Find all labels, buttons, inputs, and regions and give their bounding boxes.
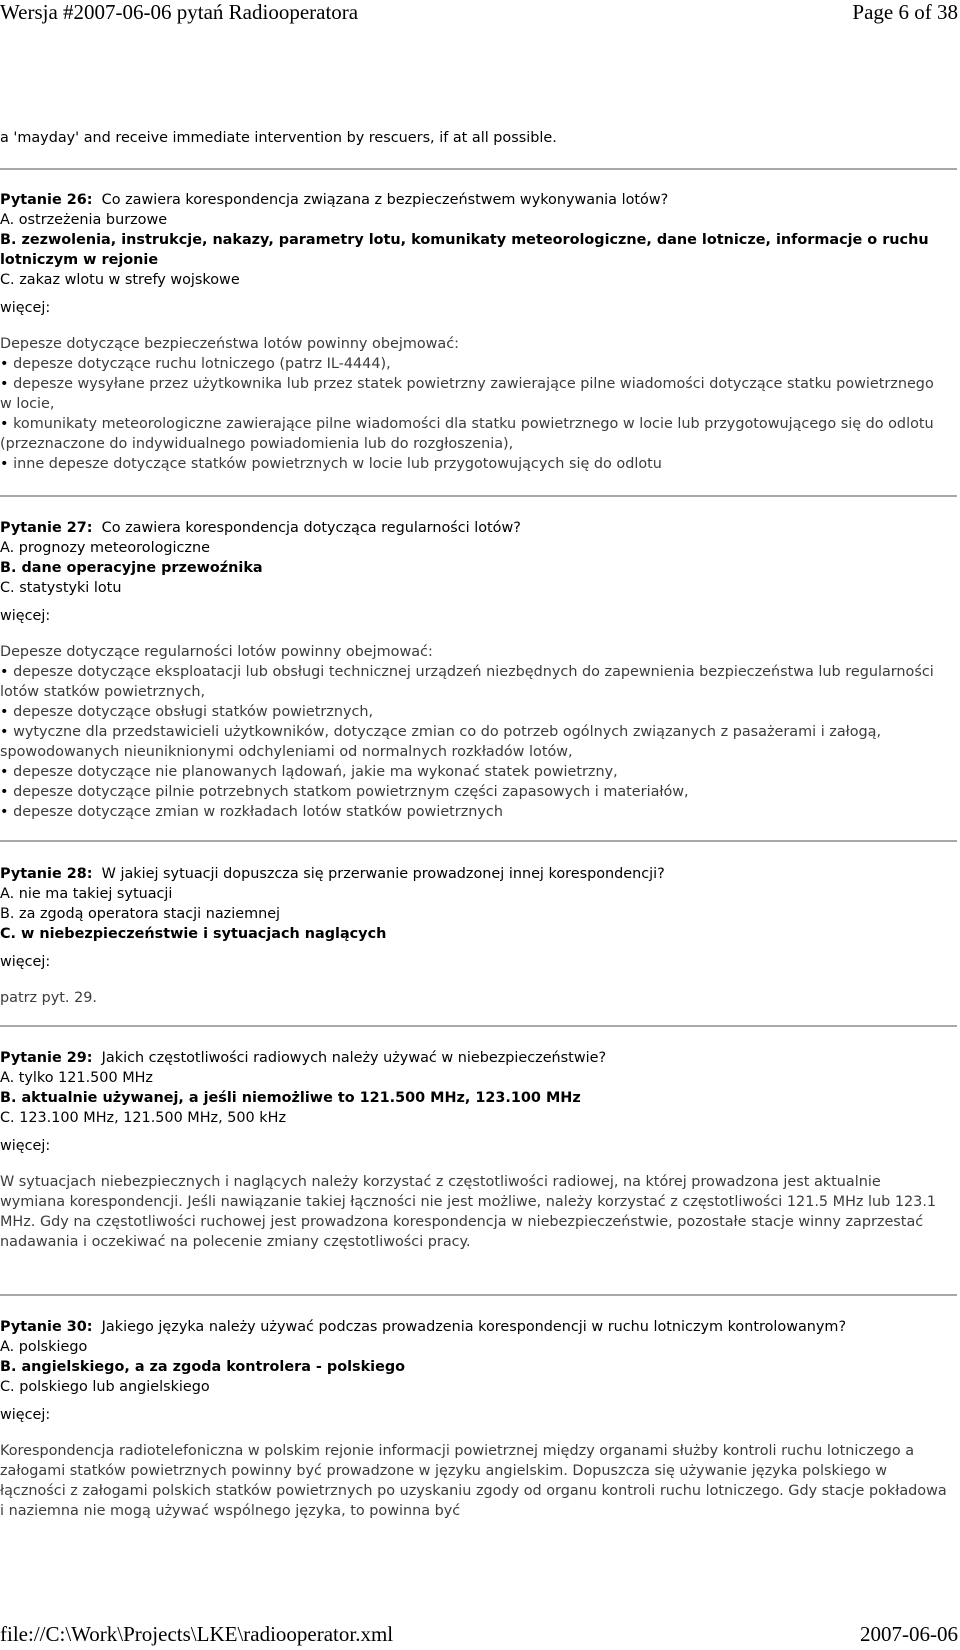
answer-c-correct: C. w niebezpieczeństwie i sytuacjach naglących	[0, 926, 387, 942]
explanation-item: • depesze dotyczące eksploatacji lub obsługi technicznej urządzeń niezbędnych do zapewnienia bezpieczeństwa lub regularności lotów statków powietrznych,	[0, 662, 950, 702]
more-label: więcej:	[0, 608, 51, 624]
question-text: Co zawiera korespondencja związana z bezpieczeństwem wykonywania lotów?	[101, 192, 669, 208]
explanation-item: • depesze dotyczące nie planowanych lądowań, jakie ma wykonać statek powietrzny,	[0, 762, 950, 782]
question-text: Co zawiera korespondencja dotycząca regularności lotów?	[101, 520, 521, 536]
explanation	[0, 334, 950, 474]
explanation	[0, 988, 950, 1008]
explanation	[0, 642, 950, 822]
explanation-text: Korespondencja radiotelefoniczna w polskim rejonie informacji powietrznej między organami służby kontroli ruchu lotniczego a załogami statków powietrznych powinny być prowadzone w języku angielskim. Dopuszcza się używanie języka polskiego w łączności z załogami polskich statków powietrznych po uzyskaniu zgody od organu kontroli ruchu lotniczego. Gdy stacje pokładowa i naziemna nie mogą używać wspólnego języka, to powinna być	[0, 1443, 947, 1519]
explanation-item: • depesze dotyczące ruchu lotniczego (patrz IL-4444),	[0, 354, 950, 374]
question-label: Pytanie 26:	[0, 192, 93, 208]
print-date: 2007-06-06	[860, 1622, 958, 1646]
more-label: więcej:	[0, 1138, 51, 1154]
explanation-item: • depesze dotyczące pilnie potrzebnych statkom powietrznym części zapasowych i materiałów,	[0, 782, 950, 802]
question-29	[0, 1048, 950, 1252]
question-label: Pytanie 29:	[0, 1050, 93, 1066]
explanation-item: • depesze dotyczące zmian w rozkładach lotów statków powietrznych	[0, 802, 950, 822]
separator	[0, 1025, 957, 1027]
question-line	[0, 864, 950, 884]
question-text: Jakich częstotliwości radiowych należy używać w niebezpieczeństwie?	[101, 1050, 607, 1066]
explanation-item: • komunikaty meteorologiczne zawierające pilne wiadomości dla statku powietrznego w locie lub przygotowującego się do odlotu (przeznaczone do indywidualnego powiadomienia lub do rozgłoszenia),	[0, 414, 950, 454]
answer-b-correct: B. aktualnie używanej, a jeśli niemożliwe to 121.500 MHz, 123.100 MHz	[0, 1090, 581, 1106]
question-28	[0, 864, 950, 1008]
explanation	[0, 1172, 950, 1252]
answer-b-correct: B. dane operacyjne przewoźnika	[0, 560, 263, 576]
page-number: Page 6 of 38	[852, 0, 958, 24]
separator	[0, 168, 957, 170]
question-27	[0, 518, 950, 822]
answer-a: A. tylko 121.500 MHz	[0, 1070, 153, 1086]
answer-a: A. nie ma takiej sytuacji	[0, 886, 173, 902]
separator	[0, 840, 957, 842]
explanation-text: patrz pyt. 29.	[0, 990, 97, 1006]
question-line	[0, 190, 950, 210]
explanation-item: • depesze wysyłane przez użytkownika lub przez statek powietrzny zawierające pilne wiadomości dotyczące statku powietrznego w locie,	[0, 374, 950, 414]
question-label: Pytanie 28:	[0, 866, 93, 882]
question-text: Jakiego języka należy używać podczas prowadzenia korespondencji w ruchu lotniczym kontrolowanym?	[101, 1319, 847, 1335]
explanation-item: • wytyczne dla przedstawicieli użytkowników, dotyczące zmian co do potrzeb ogólnych związanych z pasażerami i załogą, spowodowanych nieuniknionymi odchyleniami od normalnych rozkładów lotów,	[0, 722, 950, 762]
explanation-intro: Depesze dotyczące bezpieczeństwa lotów powinny obejmować:	[0, 336, 459, 352]
question-label: Pytanie 27:	[0, 520, 93, 536]
question-line	[0, 1048, 950, 1068]
question-26	[0, 190, 950, 474]
answer-c: C. zakaz wlotu w strefy wojskowe	[0, 272, 240, 288]
answer-b-correct: B. angielskiego, a za zgoda kontrolera - polskiego	[0, 1359, 406, 1375]
answer-a: A. polskiego	[0, 1339, 88, 1355]
answer-a: A. prognozy meteorologiczne	[0, 540, 210, 556]
document-title: Wersja #2007-06-06 pytań Radiooperatora	[0, 0, 359, 24]
separator	[0, 495, 957, 497]
explanation-item: • inne depesze dotyczące statków powietrznych w locie lub przygotowujących się do odlotu	[0, 454, 950, 474]
separator	[0, 1294, 957, 1296]
explanation-item: • depesze dotyczące obsługi statków powietrznych,	[0, 702, 950, 722]
question-line	[0, 1317, 950, 1337]
question-label: Pytanie 30:	[0, 1319, 93, 1335]
answer-b-correct: B. zezwolenia, instrukcje, nakazy, parametry lotu, komunikaty meteorologiczne, dane lotnicze, informacje o ruchu lotniczym w rejonie	[0, 232, 929, 268]
question-30	[0, 1317, 950, 1521]
explanation	[0, 1441, 950, 1521]
more-label: więcej:	[0, 1407, 51, 1423]
answer-b: B. za zgodą operatora stacji naziemnej	[0, 906, 281, 922]
more-label: więcej:	[0, 300, 51, 316]
question-text: W jakiej sytuacji dopuszcza się przerwanie prowadzonej innej korespondencji?	[101, 866, 665, 882]
answer-c: C. 123.100 MHz, 121.500 MHz, 500 kHz	[0, 1110, 286, 1126]
more-label: więcej:	[0, 954, 51, 970]
file-path: file://C:\Work\Projects\LKE\radiooperator.xml	[0, 1622, 394, 1646]
explanation-intro: Depesze dotyczące regularności lotów powinny obejmować:	[0, 644, 433, 660]
answer-c: C. polskiego lub angielskiego	[0, 1379, 210, 1395]
answer-a: A. ostrzeżenia burzowe	[0, 212, 168, 228]
answer-c: C. statystyki lotu	[0, 580, 122, 596]
intro-text: a 'mayday' and receive immediate intervention by rescuers, if at all possible.	[0, 130, 557, 146]
explanation-text: W sytuacjach niebezpiecznych i naglących należy korzystać z częstotliwości radiowej, na której prowadzona jest aktualnie wymiana korespondencji. Jeśli nawiązanie takiej łączności nie jest możliwe, należy korzystać z częstotliwości 121.5 MHz lub 123.1 MHz. Gdy na częstotliwości ruchowej jest prowadzona korespondencja w niebezpieczeństwie, pozostałe stacje winny zaprzestać nadawania i oczekiwać na polecenie zmiany częstotliwości pracy.	[0, 1174, 937, 1250]
question-line	[0, 518, 950, 538]
